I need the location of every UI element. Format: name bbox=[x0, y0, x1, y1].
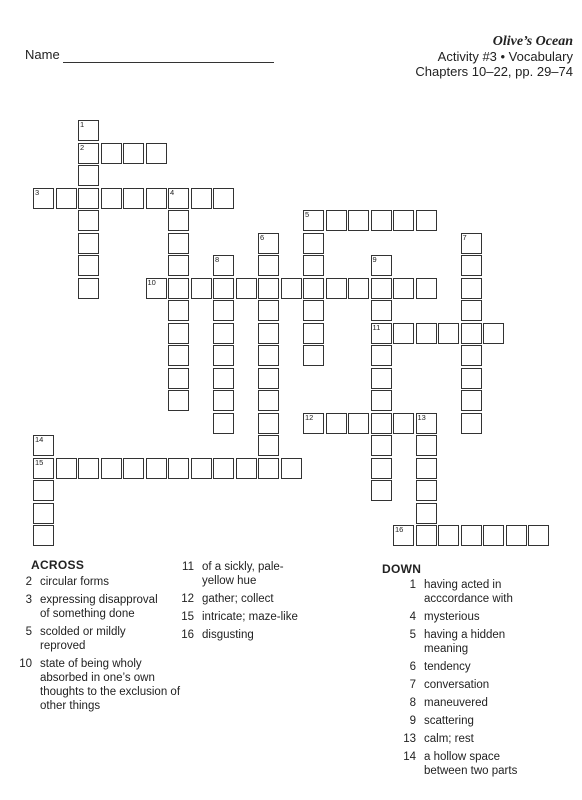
grid-cell[interactable] bbox=[78, 120, 99, 141]
grid-cell[interactable] bbox=[416, 278, 437, 299]
grid-cell[interactable] bbox=[123, 458, 144, 479]
grid-cell[interactable] bbox=[483, 323, 504, 344]
grid-cell[interactable] bbox=[258, 368, 279, 389]
grid-cell[interactable] bbox=[168, 300, 189, 321]
grid-cell[interactable] bbox=[258, 300, 279, 321]
grid-cell[interactable] bbox=[258, 323, 279, 344]
grid-cell[interactable] bbox=[393, 278, 414, 299]
grid-cell[interactable] bbox=[213, 458, 234, 479]
down-clues bbox=[400, 578, 550, 782]
grid-cell[interactable] bbox=[326, 210, 347, 231]
grid-cell[interactable] bbox=[258, 345, 279, 366]
grid-cell[interactable] bbox=[101, 188, 122, 209]
grid-cell[interactable] bbox=[258, 255, 279, 276]
grid-cell[interactable] bbox=[146, 458, 167, 479]
grid-cell[interactable] bbox=[371, 368, 392, 389]
down-heading: DOWN bbox=[382, 562, 422, 576]
grid-cell[interactable] bbox=[101, 458, 122, 479]
grid-cell[interactable] bbox=[416, 458, 437, 479]
clue-down-8: 8 maneuvered bbox=[409, 697, 488, 709]
grid-cell[interactable] bbox=[348, 413, 369, 434]
grid-cell[interactable] bbox=[438, 525, 459, 546]
grid-cell[interactable] bbox=[78, 233, 99, 254]
grid-cell[interactable] bbox=[461, 390, 482, 411]
grid-cell[interactable] bbox=[506, 525, 527, 546]
grid-cell[interactable] bbox=[213, 323, 234, 344]
clue-number: 9 bbox=[372, 255, 377, 264]
grid-cell[interactable] bbox=[461, 278, 482, 299]
grid-cell[interactable] bbox=[258, 233, 279, 254]
grid-cell[interactable] bbox=[326, 278, 347, 299]
clue-number: 1 bbox=[80, 120, 85, 129]
clue-across-5: 5 scolded or mildly reproved bbox=[25, 626, 126, 652]
grid-cell[interactable] bbox=[258, 458, 279, 479]
clue-number: 15 bbox=[35, 457, 44, 467]
grid-cell[interactable] bbox=[33, 480, 54, 501]
clue-down-1: 1 having acted in acccordance with bbox=[409, 579, 513, 605]
grid-cell[interactable] bbox=[33, 458, 54, 479]
grid-cell[interactable] bbox=[168, 458, 189, 479]
grid-cell[interactable] bbox=[168, 390, 189, 411]
grid-cell[interactable] bbox=[348, 210, 369, 231]
grid-cell[interactable] bbox=[101, 143, 122, 164]
grid-cell[interactable] bbox=[213, 345, 234, 366]
grid-cell[interactable] bbox=[326, 413, 347, 434]
grid-cell[interactable] bbox=[393, 413, 414, 434]
grid-cell[interactable] bbox=[213, 188, 234, 209]
grid-cell[interactable] bbox=[168, 278, 189, 299]
grid-cell[interactable] bbox=[416, 503, 437, 524]
grid-cell[interactable] bbox=[416, 210, 437, 231]
grid-cell[interactable] bbox=[303, 413, 324, 434]
grid-cell[interactable] bbox=[416, 323, 437, 344]
clue-number: 5 bbox=[305, 210, 310, 219]
grid-cell[interactable] bbox=[168, 188, 189, 209]
grid-cell[interactable] bbox=[303, 255, 324, 276]
clue-number: 3 bbox=[35, 187, 40, 197]
clue-number: 11 bbox=[372, 322, 381, 332]
grid-cell[interactable] bbox=[461, 525, 482, 546]
grid-cell[interactable] bbox=[438, 323, 459, 344]
grid-cell[interactable] bbox=[213, 368, 234, 389]
grid-cell[interactable] bbox=[461, 368, 482, 389]
grid-cell[interactable] bbox=[78, 458, 99, 479]
clue-across-12: 12 gather; collect bbox=[181, 593, 274, 605]
grid-cell[interactable] bbox=[416, 525, 437, 546]
grid-cell[interactable] bbox=[416, 480, 437, 501]
grid-cell[interactable] bbox=[236, 458, 257, 479]
grid-cell[interactable] bbox=[371, 480, 392, 501]
clue-number: 14 bbox=[35, 435, 44, 444]
grid-cell[interactable] bbox=[213, 300, 234, 321]
grid-cell[interactable] bbox=[213, 413, 234, 434]
grid-cell[interactable] bbox=[461, 323, 482, 344]
clue-number: 13 bbox=[417, 412, 426, 422]
grid-cell[interactable] bbox=[393, 323, 414, 344]
grid-cell[interactable] bbox=[303, 323, 324, 344]
grid-cell[interactable] bbox=[78, 210, 99, 231]
clue-across-16: 16 disgusting bbox=[181, 629, 254, 641]
grid-cell[interactable] bbox=[461, 255, 482, 276]
grid-cell[interactable] bbox=[213, 255, 234, 276]
grid-cell[interactable] bbox=[56, 458, 77, 479]
grid-cell[interactable] bbox=[371, 255, 392, 276]
grid-cell[interactable] bbox=[258, 390, 279, 411]
grid-cell[interactable] bbox=[191, 458, 212, 479]
grid-cell[interactable] bbox=[78, 165, 99, 186]
book-title: Olive’s Ocean bbox=[492, 34, 573, 49]
clue-down-7: 7 conversation bbox=[409, 679, 490, 691]
grid-cell[interactable] bbox=[416, 413, 437, 434]
grid-cell[interactable] bbox=[303, 233, 324, 254]
clue-across-3: 3 expressing disapproval of something done bbox=[25, 594, 158, 620]
clue-number: 12 bbox=[305, 412, 314, 422]
clue-down-9: 9 scattering bbox=[409, 715, 474, 727]
grid-cell[interactable] bbox=[303, 210, 324, 231]
grid-cell[interactable] bbox=[371, 323, 392, 344]
grid-cell[interactable] bbox=[303, 345, 324, 366]
grid-cell[interactable] bbox=[191, 278, 212, 299]
grid-cell[interactable] bbox=[56, 188, 77, 209]
grid-cell[interactable] bbox=[258, 278, 279, 299]
grid-cell[interactable] bbox=[258, 435, 279, 456]
name-label: Name bbox=[25, 47, 60, 62]
grid-cell[interactable] bbox=[371, 278, 392, 299]
clue-number: 16 bbox=[395, 525, 404, 534]
grid-cell[interactable] bbox=[168, 255, 189, 276]
across-heading: ACROSS bbox=[31, 558, 85, 572]
grid-cell[interactable] bbox=[168, 345, 189, 366]
grid-cell[interactable] bbox=[393, 210, 414, 231]
grid-cell[interactable] bbox=[371, 345, 392, 366]
grid-cell[interactable] bbox=[146, 188, 167, 209]
grid-cell[interactable] bbox=[168, 210, 189, 231]
clue-number: 10 bbox=[147, 277, 156, 287]
grid-cell[interactable] bbox=[213, 390, 234, 411]
grid-cell[interactable] bbox=[168, 323, 189, 344]
grid-cell[interactable] bbox=[146, 278, 167, 299]
grid-cell[interactable] bbox=[33, 435, 54, 456]
clue-number: 2 bbox=[80, 142, 85, 152]
clue-down-5: 5 having a hidden meaning bbox=[409, 629, 506, 655]
grid-cell[interactable] bbox=[461, 300, 482, 321]
clue-down-14: 14 a hollow space between two parts bbox=[403, 751, 518, 777]
grid-cell[interactable] bbox=[483, 525, 504, 546]
grid-cell[interactable] bbox=[303, 278, 324, 299]
clue-number: 7 bbox=[462, 232, 467, 242]
grid-cell[interactable] bbox=[146, 143, 167, 164]
grid-cell[interactable] bbox=[168, 233, 189, 254]
grid-cell[interactable] bbox=[33, 525, 54, 546]
clue-across-2: 2 circular forms bbox=[25, 576, 110, 588]
grid-cell[interactable] bbox=[78, 143, 99, 164]
clue-number: 8 bbox=[215, 255, 220, 264]
grid-cell[interactable] bbox=[191, 188, 212, 209]
grid-cell[interactable] bbox=[461, 413, 482, 434]
grid-cell[interactable] bbox=[371, 435, 392, 456]
grid-cell[interactable] bbox=[393, 525, 414, 546]
grid-cell[interactable] bbox=[303, 300, 324, 321]
activity-label: Activity #3 • Vocabulary bbox=[437, 49, 573, 64]
grid-cell[interactable] bbox=[371, 210, 392, 231]
grid-cell[interactable] bbox=[371, 458, 392, 479]
grid-cell[interactable] bbox=[123, 143, 144, 164]
grid-cell[interactable] bbox=[461, 233, 482, 254]
grid-cell[interactable] bbox=[78, 255, 99, 276]
across-clues-col2 bbox=[178, 560, 328, 646]
grid-cell[interactable] bbox=[33, 188, 54, 209]
clue-across-11: 11 of a sickly, pale-yellow hue bbox=[182, 561, 284, 587]
grid-cell[interactable] bbox=[371, 300, 392, 321]
grid-cell[interactable] bbox=[123, 188, 144, 209]
grid-cell[interactable] bbox=[348, 278, 369, 299]
grid-cell[interactable] bbox=[258, 413, 279, 434]
grid-cell[interactable] bbox=[461, 345, 482, 366]
grid-cell[interactable] bbox=[78, 278, 99, 299]
grid-cell[interactable] bbox=[236, 278, 257, 299]
grid-cell[interactable] bbox=[371, 413, 392, 434]
grid-cell[interactable] bbox=[281, 458, 302, 479]
clue-across-10: 10 state of being wholy absorbed in one’s own thoughts to the exclusion of other things bbox=[19, 658, 181, 712]
grid-cell[interactable] bbox=[168, 368, 189, 389]
across-clues-col1 bbox=[16, 575, 181, 717]
grid-cell[interactable] bbox=[371, 390, 392, 411]
clue-across-15: 15 intricate; maze-like bbox=[181, 611, 298, 623]
clue-down-4: 4 mysterious bbox=[409, 611, 480, 623]
grid-cell[interactable] bbox=[281, 278, 302, 299]
grid-cell[interactable] bbox=[78, 188, 99, 209]
chapters-label: Chapters 10–22, pp. 29–74 bbox=[415, 64, 573, 79]
grid-cell[interactable] bbox=[528, 525, 549, 546]
clue-number: 4 bbox=[170, 187, 175, 197]
clue-down-6: 6 tendency bbox=[409, 661, 471, 673]
grid-cell[interactable] bbox=[416, 435, 437, 456]
grid-cell[interactable] bbox=[33, 503, 54, 524]
clue-number: 6 bbox=[260, 232, 265, 242]
grid-cell[interactable] bbox=[213, 278, 234, 299]
clue-down-13: 13 calm; rest bbox=[403, 733, 474, 745]
